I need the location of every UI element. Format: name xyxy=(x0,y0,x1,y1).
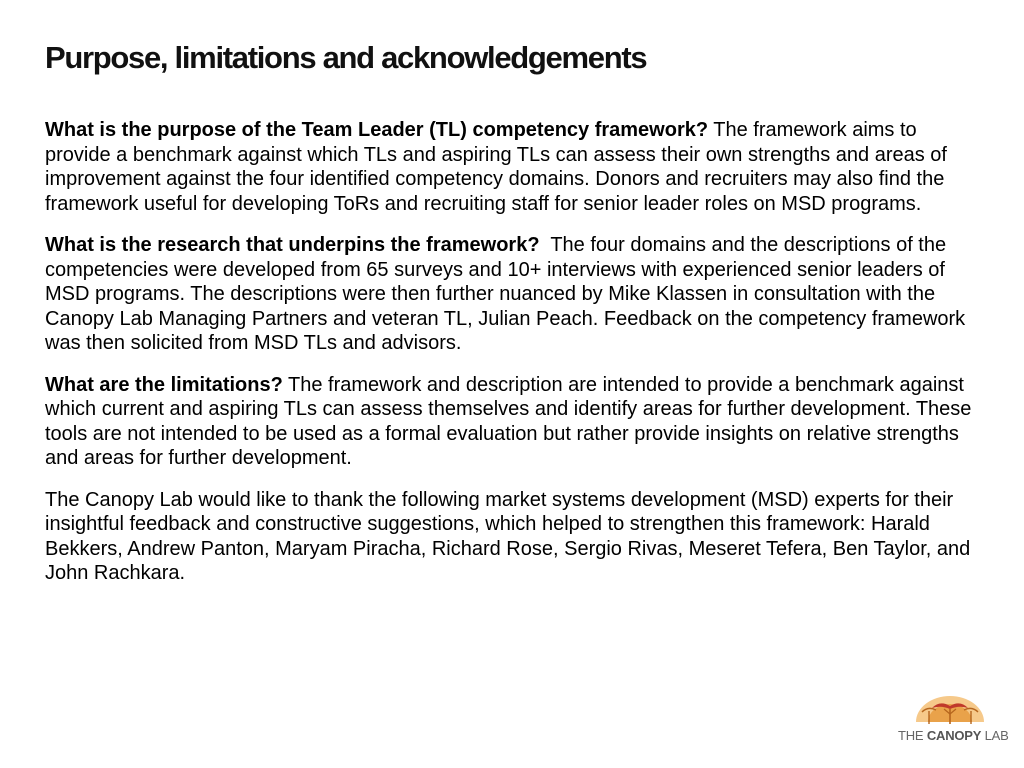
limitations-question: What are the limitations? xyxy=(45,373,283,396)
purpose-question: What is the purpose of the Team Leader (TL) competency framework? xyxy=(45,119,709,141)
canopy-lab-logo xyxy=(898,692,1009,748)
page-title: Purpose, limitations and acknowledgements xyxy=(45,40,647,75)
logo-wordmark xyxy=(898,728,1009,743)
purpose-paragraph xyxy=(45,118,985,216)
canopy-tree-icon xyxy=(910,692,990,728)
research-question: What is the research that underpins the framework? xyxy=(45,234,540,256)
limitations-answer: The framework and description are intended to provide a benchmark against which current and aspiring TLs can assess themselves and identify areas for further development. These tools are not intended to be used as a formal evaluation but rather provide insights on relative strengths and areas for further development. xyxy=(45,373,972,469)
acknowledgement-paragraph: The Canopy Lab would like to thank the following market systems development (MSD) experts for their insightful feedback and constructive suggestions, which helped to strengthen this framework: Harald Bekkers, Andrew Panton, Maryam Piracha, Richard Rose, Sergio Rivas, Meseret Tefera, Ben Taylor, and John Rachkara. xyxy=(45,488,971,584)
purpose-answer: The framework aims to provide a benchmark against which TLs and aspiring TLs can assess their own strengths and areas of improvement against the four identified competency domains. Donors and recruiters may also find the framework useful for developing ToRs and recruiting staff for senior leader roles on MSD programs. xyxy=(45,119,947,215)
limitations-paragraph xyxy=(45,373,985,471)
research-paragraph xyxy=(45,233,985,356)
logo-brand: CANOPY xyxy=(926,728,982,743)
logo-suffix: LAB xyxy=(981,728,1009,743)
logo-prefix: THE xyxy=(898,728,927,743)
research-answer: The four domains and the descriptions of the competencies were developed from 65 surveys and 10+ interviews with experienced senior leaders of MSD programs. The descriptions were then further nuanced by Mike Klassen in consultation with the Canopy Lab Managing Partners and veteran TL, Julian Peach. Feedback on the competency framework was then solicited from MSD TLs and advisors. xyxy=(45,234,971,354)
body-text xyxy=(45,118,985,603)
